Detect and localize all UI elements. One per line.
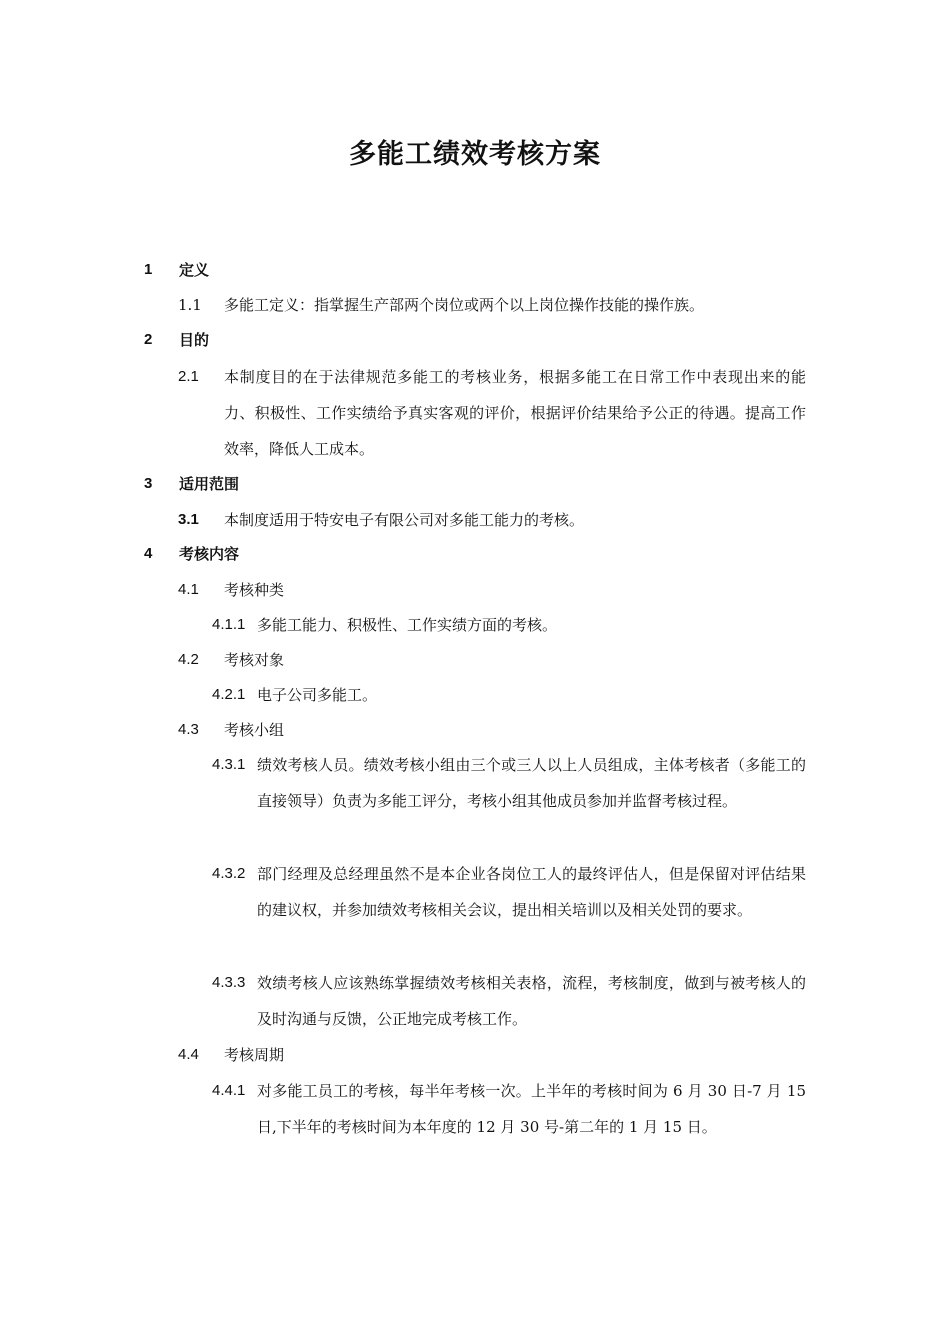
clause-text: 本制度目的在于法律规范多能工的考核业务，根据多能工在日常工作中表现出来的能力、积极性、工作实绩给予真实客观的评价，根据评价结果给予公正的待遇。提高工作效率，降低人工成本。 [224, 368, 806, 458]
section-title: 适用范围 [179, 475, 240, 493]
clause-number: 4.3.2 [212, 865, 246, 882]
clause-number: 1.1 [178, 296, 202, 314]
clause-text: 考核对象 [224, 651, 285, 669]
clause-number: 4.3.3 [212, 974, 246, 991]
clause-text: 部门经理及总经理虽然不是本企业各岗位工人的最终评估人，但是保留对评估结果的建议权，并参加绩效考核相关会议，提出相关培训以及相关处罚的要求。 [257, 865, 806, 919]
section-number: 2 [144, 331, 153, 348]
document-title: 多能工绩效考核方案 [349, 139, 601, 170]
clause-text: 电子公司多能工。 [257, 686, 378, 704]
clause-text: 考核种类 [224, 581, 285, 599]
clause-text: 多能工定义：指掌握生产部两个岗位或两个以上岗位操作技能的操作族。 [224, 296, 705, 314]
clause-text: 效绩考核人应该熟练掌握绩效考核相关表格，流程，考核制度，做到与被考核人的及时沟通与反馈，公正地完成考核工作。 [257, 974, 806, 1028]
clause-number: 4.3.1 [212, 756, 246, 773]
clause-text: 考核周期 [224, 1046, 285, 1064]
clause-text: 多能工能力、积极性、工作实绩方面的考核。 [257, 616, 558, 634]
clause-number: 4.3 [178, 721, 199, 738]
section-number: 4 [144, 545, 153, 562]
clause-text: 绩效考核人员。绩效考核小组由三个或三人以上人员组成，主体考核者（多能工的直接领导）负责为多能工评分，考核小组其他成员参加并监督考核过程。 [257, 756, 806, 810]
section-number: 1 [144, 261, 153, 278]
section-number: 3 [144, 475, 153, 492]
clause-text: 对多能工员工的考核，每半年考核一次。上半年的考核时间为 6 月 30 日-7 月 15 日,下半年的考核时间为本年度的 12 月 30 号-第二年的 1 月 15 日。 [257, 1082, 806, 1136]
clause-text: 考核小组 [224, 721, 285, 739]
clause-text: 本制度适用于特安电子有限公司对多能工能力的考核。 [224, 511, 585, 529]
clause-number: 4.2 [178, 651, 199, 668]
clause-number: 3.1 [178, 511, 199, 528]
clause-number: 2.1 [178, 368, 199, 385]
section-title: 目的 [179, 331, 210, 349]
section-title: 定义 [179, 261, 210, 279]
section-title: 考核内容 [179, 545, 240, 563]
clause-number: 4.1.1 [212, 616, 246, 633]
clause-number: 4.1 [178, 581, 199, 598]
clause-number: 4.2.1 [212, 686, 246, 703]
clause-number: 4.4 [178, 1046, 199, 1063]
clause-number: 4.4.1 [212, 1082, 246, 1099]
